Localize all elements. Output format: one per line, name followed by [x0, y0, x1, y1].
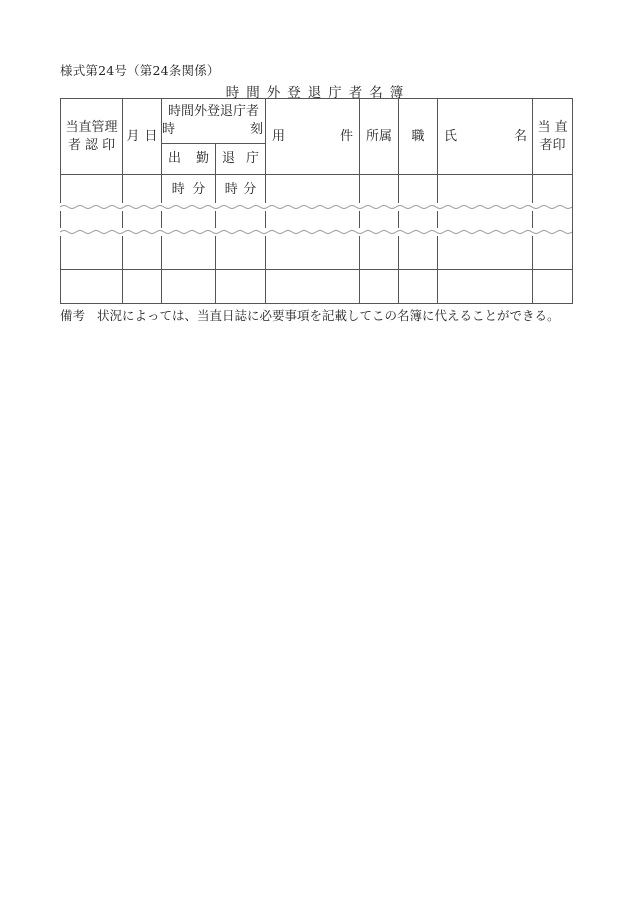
remarks-text: 状況によっては、当直日誌に必要事項を記載してこの名簿に代えることができる。 [97, 308, 560, 323]
register-table [60, 98, 572, 301]
header-position: 職 [399, 99, 438, 175]
header-arrival: 出 勤 [162, 144, 216, 175]
header-affiliation: 所属 [360, 99, 399, 175]
remarks-label: 備考 [60, 308, 86, 323]
header-business: 用 件 [266, 99, 360, 175]
cell-business [266, 175, 360, 205]
cell-month-day [123, 175, 162, 205]
document-title: 時間外登退庁者名簿 [225, 85, 411, 101]
unit-minute-label: 分 [243, 181, 257, 197]
table-row [61, 175, 573, 205]
omission-wave-bottom [60, 228, 572, 236]
header-month-day: 月 日 [123, 99, 162, 175]
table-row [61, 236, 573, 270]
cell-affiliation [360, 175, 399, 205]
unit-minute-label: 分 [192, 181, 206, 197]
unit-hour-label: 時 [171, 181, 185, 197]
remarks [60, 306, 560, 324]
table-row [61, 270, 573, 304]
cell-departure [216, 175, 266, 205]
cell-duty-manager-confirm [61, 175, 123, 205]
header-duty-officer-seal: 当 直 者印 [533, 99, 573, 175]
header-duty-manager-confirm: 当直管理 者 認 印 [61, 99, 123, 175]
header-name: 氏 名 [438, 99, 533, 175]
cell-duty-officer-seal [533, 175, 573, 205]
unit-hour-label: 時 [224, 181, 238, 197]
header-after-hours-time: 時間外登退庁者 時 刻 [162, 99, 266, 144]
cell-position [399, 175, 438, 205]
cell-name [438, 175, 533, 205]
omission-wave-top [60, 203, 572, 211]
form-number: 様式第24号（第24条関係） [60, 63, 220, 78]
cell-arrival [162, 175, 216, 205]
header-departure: 退 庁 [216, 144, 266, 175]
header-row-1 [61, 99, 573, 144]
